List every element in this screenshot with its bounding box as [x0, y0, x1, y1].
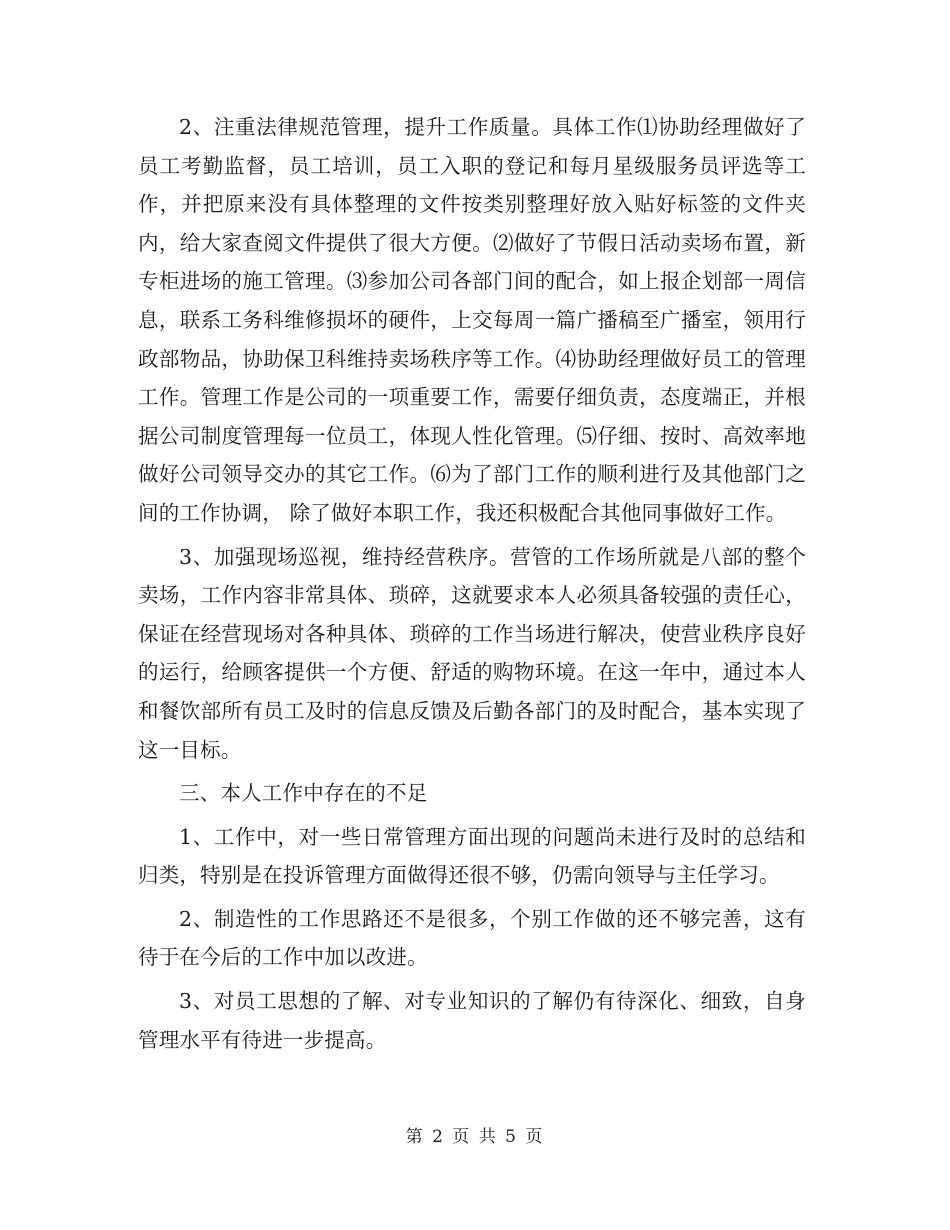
paragraph-shortcoming-2: 2、制造性的工作思路还不是很多，个别工作做的还不够完善，这有待于在今后的工作中加以改进。 — [138, 906, 806, 970]
page-number-footer: 第 2 页 共 5 页 — [405, 1127, 545, 1147]
paragraph-site-inspection: 3、加强现场巡视，维持经营秩序。营管的工作场所就是八部的整个卖场，工作内容非常具体、琐碎，这就要求本人必须具备较强的责任心，保证在经营现场对各种具体、琐碎的工作当场进行解决，使营业秩序良好的运行，给顾客提供一个方便、舒适的购物环境。在这一年中，通过本人和餐饮部所有员工及时的信息反馈及后勤各部门的及时配合，基本实现了这一目标。 — [138, 544, 806, 762]
paragraph-shortcoming-1: 1、工作中，对一些日常管理方面出现的问题尚未进行及时的总结和归类，特别是在投诉管理方面做得还很不够，仍需向领导与主任学习。 — [138, 824, 806, 888]
paragraph-shortcoming-3: 3、对员工思想的了解、对专业知识的了解仍有待深化、细致，自身管理水平有待进一步提高。 — [138, 989, 806, 1052]
document-body — [138, 108, 806, 1064]
section-heading-shortcomings: 三、本人工作中存在的不足 — [179, 781, 428, 806]
paragraph-legal-management: 2、注重法律规范管理，提升工作质量。具体工作⑴协助经理做好了员工考勤监督，员工培训，员工入职的登记和每月星级服务员评选等工作，并把原来没有具体整理的文件按类别整理好放入贴好标签的文件夹内，给大家查阅文件提供了很大方便。⑵做好了节假日活动卖场布置，新专柜进场的施工管理。⑶参加公司各部门间的配合，如上报企划部一周信息，联系工务科维修损坏的硬件，上交每周一篇广播稿至广播室，领用行政部物品，协助保卫科维持卖场秩序等工作。⑷协助经理做好员工的管理工作。管理工作是公司的一项重要工作，需要仔细负责，态度端正，并根据公司制度管理每一位员工，体现人性化管理。⑸仔细、按时、高效率地做好公司领导交办的其它工作。⑹为了部门工作的顺利进行及其他部门之间的工作协调， 除了做好本职工作，我还积极配合其他同事做好工作。 — [138, 115, 806, 525]
